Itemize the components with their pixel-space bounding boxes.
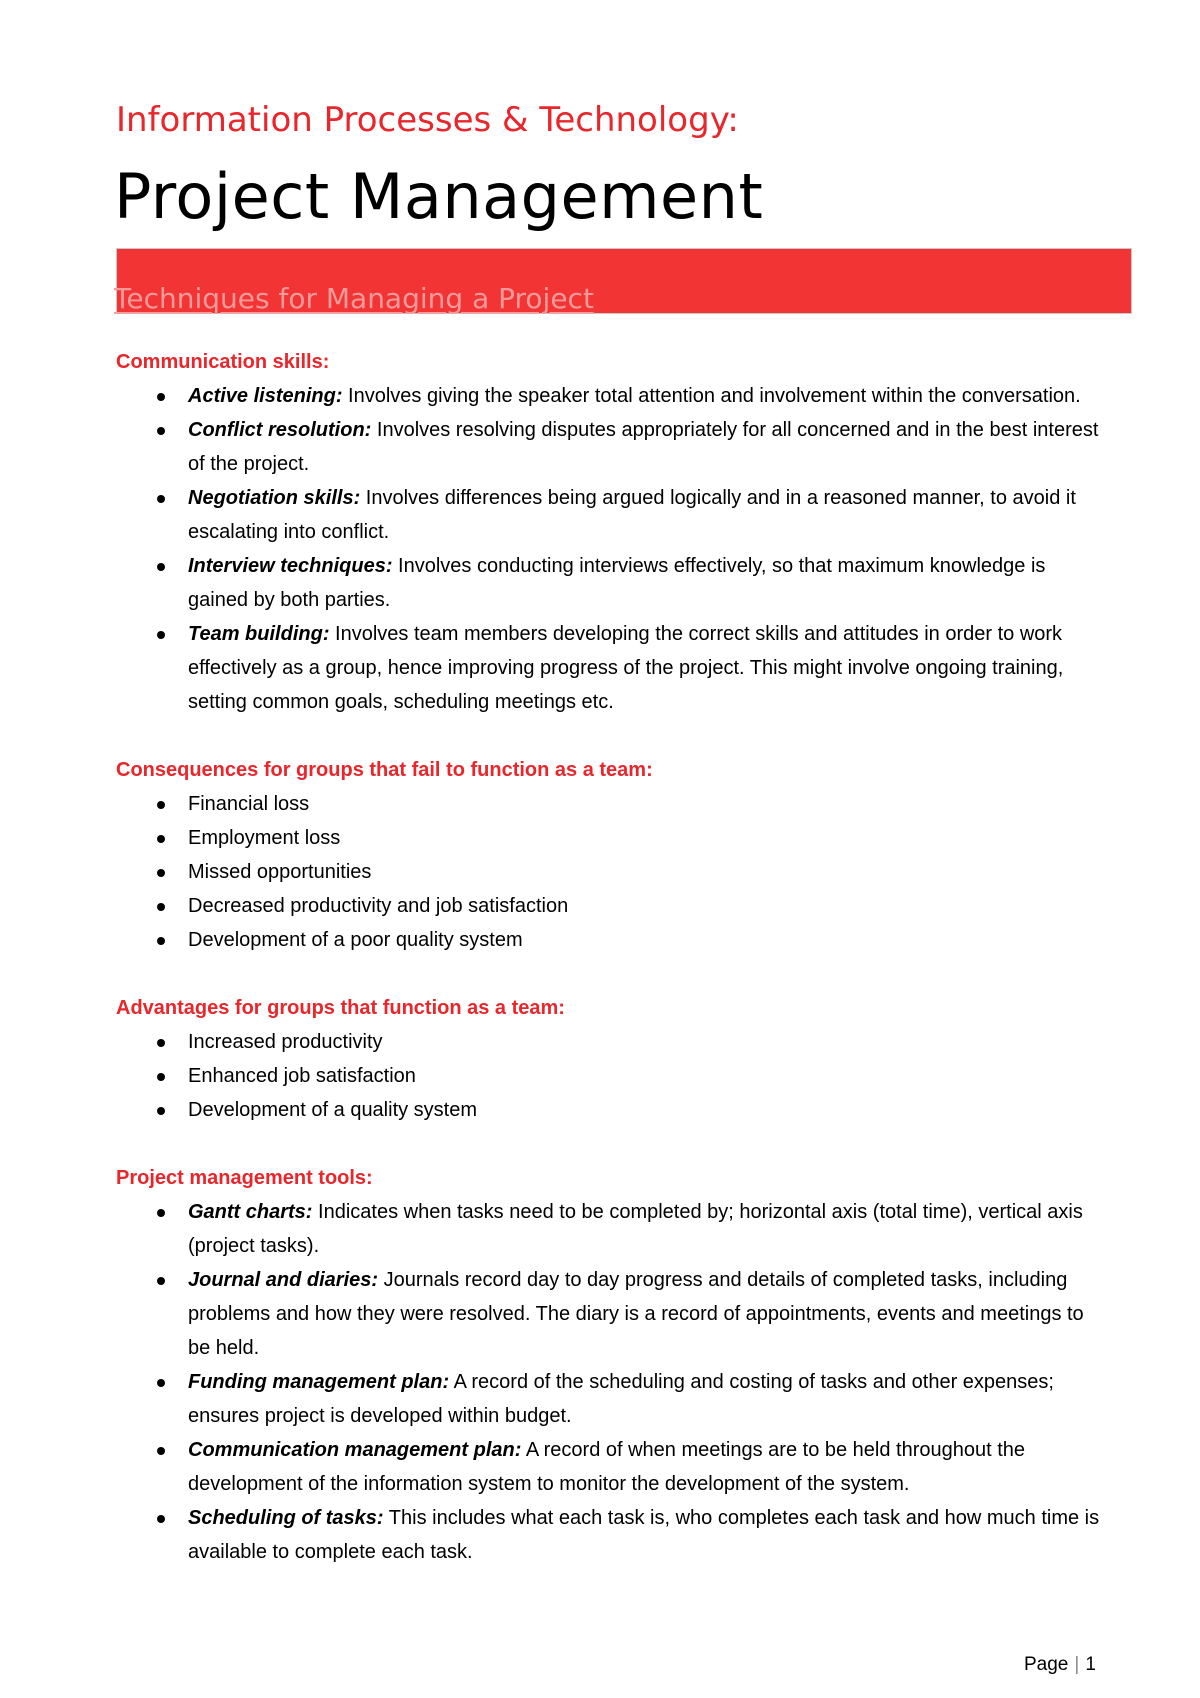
list-item-term: Active listening: [188,385,343,407]
list-item-text: This includes what each task is, who completes each task and how much time is available to complete each task. [188,1507,1100,1563]
bullet-icon [157,1107,165,1115]
section-heading: Communication skills: [116,351,330,373]
list-item [116,413,1106,481]
bullet-icon [157,495,165,503]
list-item [116,1059,1106,1093]
list-item-text: A record of when meetings are to be held throughout the development of the information system to monitor the development of the system. [188,1439,1026,1495]
bullet-icon [157,1277,165,1285]
list-item [116,889,1106,923]
list-item-term: Communication management plan: [188,1439,522,1461]
bullet-icon [157,631,165,639]
list-item [116,1263,1106,1365]
list-item [116,379,1106,413]
bullet-list [116,1025,1106,1127]
list-item-text: Involves giving the speaker total attention and involvement within the conversation. [342,385,1081,407]
list-item-text: Decreased productivity and job satisfaction [188,895,569,917]
section-heading: Project management tools: [116,1167,373,1189]
content-section [116,345,1106,719]
page-footer [1024,1654,1096,1676]
list-item [116,821,1106,855]
bullet-icon [157,1379,165,1387]
list-item-term: Scheduling of tasks: [188,1507,384,1529]
list-item-text: Involves conducting interviews effectively, so that maximum knowledge is gained by both parties. [188,555,1046,611]
section-banner-heading: Techniques for Managing a Project [114,282,594,315]
content-section [116,753,1106,957]
list-item-text: A record of the scheduling and costing of tasks and other expenses; ensures project is developed within budget. [188,1371,1054,1427]
section-heading: Advantages for groups that function as a team: [116,997,565,1019]
page-label: Page [1024,1654,1069,1675]
bullet-icon [157,869,165,877]
list-item-term: Conflict resolution: [188,419,372,441]
document-title: Project Management [114,160,764,233]
list-item [116,1433,1106,1501]
list-item [116,855,1106,889]
section-heading: Consequences for groups that fail to function as a team: [116,759,653,781]
list-item-term: Gantt charts: [188,1201,313,1223]
list-item-text: Journals record day to day progress and details of completed tasks, including problems and how they were resolved. The diary is a record of appointments, events and meetings to be held. [188,1269,1084,1359]
list-item-text: Enhanced job satisfaction [188,1065,416,1087]
list-item [116,1093,1106,1127]
list-item-text: Development of a quality system [188,1099,478,1121]
bullet-icon [157,563,165,571]
bullet-icon [157,1209,165,1217]
list-item-term: Team building: [188,623,330,645]
bullet-icon [157,427,165,435]
list-item-text: Development of a poor quality system [188,929,523,951]
bullet-icon [157,1073,165,1081]
list-item-text: Increased productivity [188,1031,383,1053]
list-item-text: Missed opportunities [188,861,372,883]
bullet-icon [157,1447,165,1455]
content-section [116,1161,1106,1569]
list-item [116,923,1106,957]
list-item [116,617,1106,719]
bullet-icon [157,835,165,843]
list-item-term: Negotiation skills: [188,487,361,509]
list-item-text: Involves resolving disputes appropriately for all concerned and in the best interest of the project. [188,419,1099,475]
list-item-text: Involves team members developing the correct skills and attitudes in order to work effectively as a group, hence improving progress of the project. This might involve ongoing training, setting common goals, scheduling meetings etc. [188,623,1064,713]
list-item [116,1025,1106,1059]
content-section [116,991,1106,1127]
bullet-list [116,787,1106,957]
list-item [116,481,1106,549]
document-body [116,345,1106,1603]
bullet-icon [157,1515,165,1523]
list-item-term: Interview techniques: [188,555,393,577]
list-item [116,787,1106,821]
page-separator: | [1074,1654,1080,1675]
page-number: 1 [1085,1654,1096,1675]
list-item-text: Employment loss [188,827,341,849]
list-item-text: Financial loss [188,793,310,815]
list-item [116,1365,1106,1433]
bullet-icon [157,937,165,945]
bullet-icon [157,801,165,809]
bullet-list [116,1195,1106,1569]
bullet-icon [157,1039,165,1047]
list-item-text: Indicates when tasks need to be completed by; horizontal axis (total time), vertical axis (project tasks). [188,1201,1083,1257]
list-item [116,549,1106,617]
document-subtitle: Information Processes & Technology: [116,100,739,140]
list-item-text: Involves differences being argued logically and in a reasoned manner, to avoid it escalating into conflict. [188,487,1076,543]
bullet-list [116,379,1106,719]
list-item [116,1195,1106,1263]
list-item-term: Funding management plan: [188,1371,450,1393]
list-item [116,1501,1106,1569]
bullet-icon [157,903,165,911]
bullet-icon [157,393,165,401]
list-item-term: Journal and diaries: [188,1269,379,1291]
